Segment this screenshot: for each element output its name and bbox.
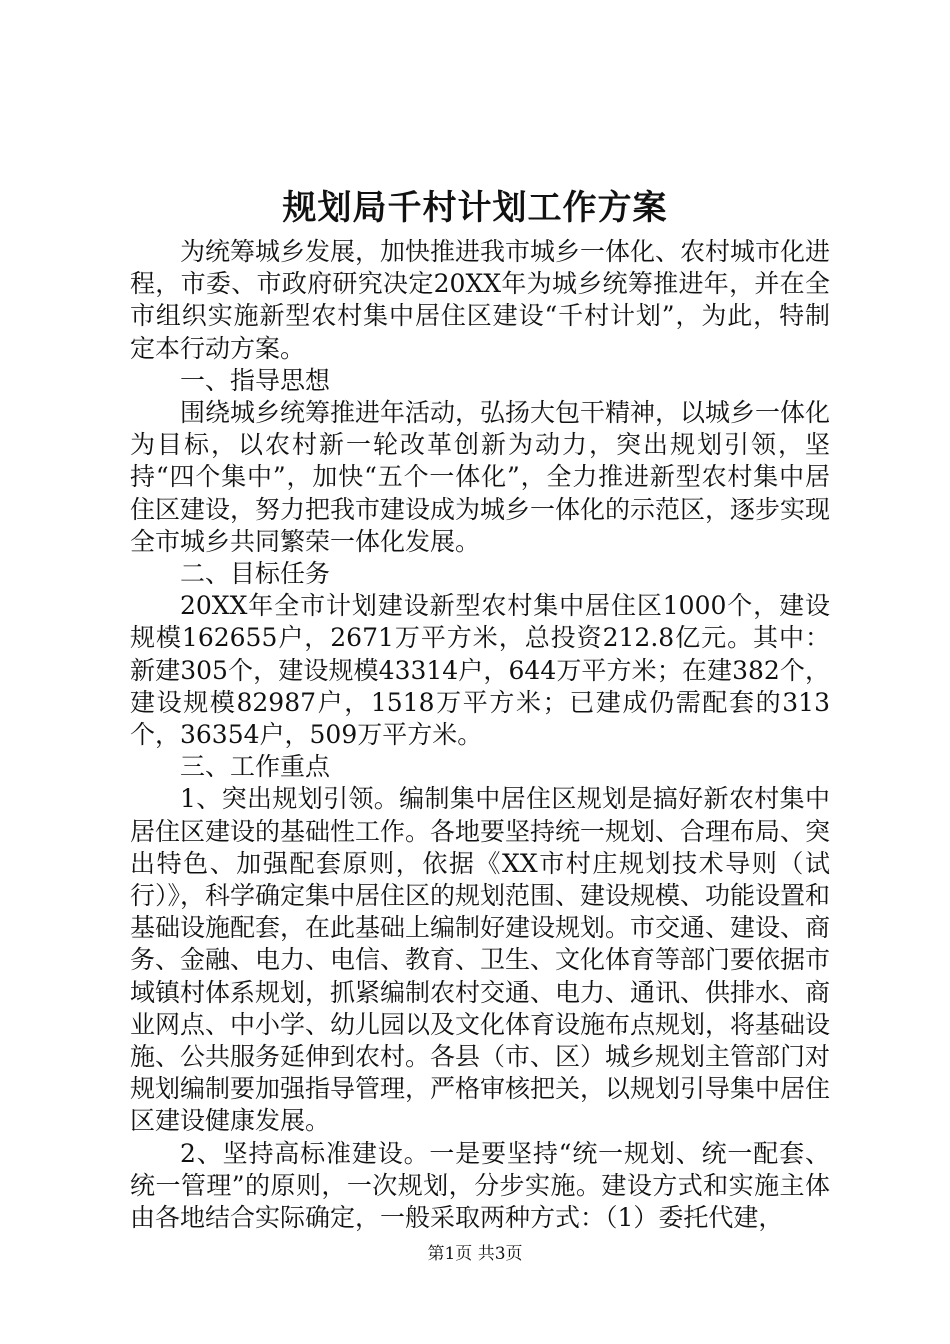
document-body xyxy=(130,236,830,1234)
intro-paragraph: 为统筹城乡发展，加快推进我市城乡一体化、农村城市化进程，市委、市政府研究决定20XX年为城乡统筹推进年，并在全市组织实施新型农村集中居住区建设“千村计划”，为此，特制定本行动方案。 xyxy=(130,237,831,363)
section-heading-guiding-ideology: 一、指导思想 xyxy=(180,365,331,395)
work-focus-item-1: 1、突出规划引领。编制集中居住区规划是搞好新农村集中居住区建设的基础性工作。各地要坚持统一规划、合理布局、突出特色、加强配套原则，依据《XX市村庄规划技术导则（试行）》，科学确定集中居住区的规划范围、建设规模、功能设置和基础设施配套，在此基础上编制好建设规划。市交通、建设、商务、金融、电力、电信、教育、卫生、文化体育等部门要依据市域镇村体系规划，抓紧编制农村交通、电力、通讯、供排水、商业网点、中小学、幼儿园以及文化体育设施布点规划，将基础设施、公共服务延伸到农村。各县（市、区）城乡规划主管部门对规划编制要加强指导管理，严格审核把关，以规划引导集中居住区建设健康发展。 xyxy=(130,784,831,1136)
targets-paragraph: 20XX年全市计划建设新型农村集中居住区1000个，建设规模162655户，2671万平方米，总投资212.8亿元。其中：新建305个，建设规模43314户，644万平方米；在建382个，建设规模82987户，1518万平方米；已建成仍需配套的313个，36354户，509万平方米。 xyxy=(130,591,830,750)
document-title: 规划局千村计划工作方案 xyxy=(282,188,668,228)
work-focus-item-2: 2、坚持高标准建设。一是要坚持“统一规划、统一配套、统一管理”的原则，一次规划，分步实施。建设方式和实施主体由各地结合实际确定，一般采取两种方式：（1）委托代建， xyxy=(130,1138,830,1233)
page-footer: 第1页 共3页 xyxy=(427,1244,523,1264)
guiding-ideology-paragraph: 围绕城乡统筹推进年活动，弘扬大包干精神，以城乡一体化为目标，以农村新一轮改革创新为动力，突出规划引领，坚持“四个集中”，加快“五个一体化”，全力推进新型农村集中居住区建设，努力把我市建设成为城乡一体化的示范区，逐步实现全市城乡共同繁荣一体化发展。 xyxy=(130,398,831,556)
section-heading-targets: 二、目标任务 xyxy=(180,559,331,589)
section-heading-work-focus: 三、工作重点 xyxy=(180,752,331,782)
